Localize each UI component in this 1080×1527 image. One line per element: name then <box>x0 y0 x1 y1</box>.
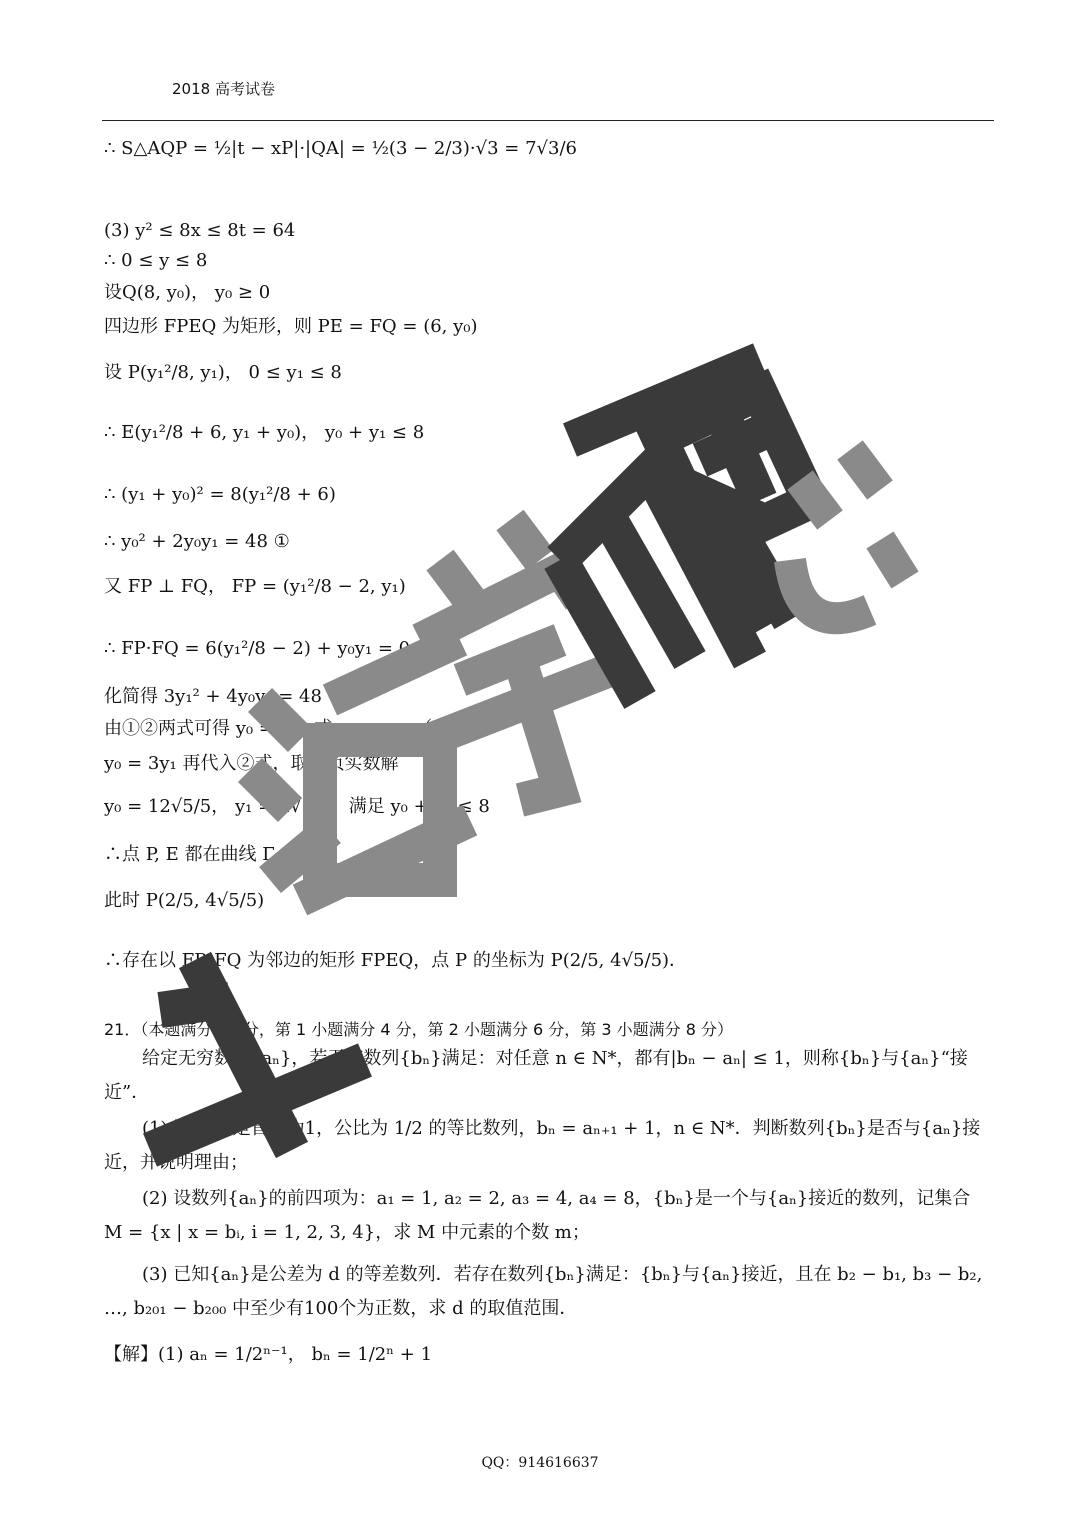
line-10: 又 FP ⊥ FQ， FP = (y₁²/8 − 2, y₁) <box>104 576 406 597</box>
line-17: 此时 P(2/5, 4√5/5) <box>104 890 265 911</box>
question-21-part3: (3) 已知{aₙ}是公差为 d 的等差数列．若存在数列{bₙ}满足：{bₙ}与{aₙ}接近，且在 b₂ − b₁, b₃ − b₂, …, b₂₀₁ − b₂₀₀ 中至少有100个为正数，求 d 的取值范围． <box>104 1264 983 1320</box>
watermark-char-xue <box>420 520 610 800</box>
page-footer: QQ：914616637 <box>481 1455 599 1471</box>
line-7: ∴ E(y₁²/8 + 6, y₁ + y₀)， y₀ + y₁ ≤ 8 <box>104 422 425 443</box>
question-21-intro: 给定无穷数列{aₙ}，若无穷数列{bₙ}满足：对任意 n ∈ N*，都有|bₙ − aₙ| ≤ 1，则称{bₙ}与{aₙ}“接近”． <box>104 1048 968 1104</box>
page-header: 2018 高考试卷 <box>172 80 275 98</box>
line-14: y₀ = 3y₁ 再代入②式，取非负实数解 <box>104 753 399 774</box>
question-21-title: 21．（本题满分 18 分，第 1 小题满分 4 分，第 2 小题满分 6 分，第 3 小题满分 8 分） <box>104 1020 734 1039</box>
line-2: (3) y² ≤ 8x ≤ 8t = 64 <box>104 220 296 241</box>
header-divider <box>102 120 994 121</box>
line-8: ∴ (y₁ + y₀)² = 8(y₁²/8 + 6) <box>104 484 336 505</box>
question-21-part2: (2) 设数列{aₙ}的前四项为：a₁ = 1, a₂ = 2, a₃ = 4, a₄ = 8，{bₙ}是一个与{aₙ}接近的数列，记集合 M = {x | x = bᵢ, i = 1, 2, 3, 4}，求 M 中元素的个数 m； <box>104 1188 971 1244</box>
line-4: 设Q(8, y₀)， y₀ ≥ 0 <box>104 282 271 303</box>
line-9: ∴ y₀² + 2y₀y₁ = 48 ① <box>104 531 290 552</box>
line-18: ∴存在以 FP, FQ 为邻边的矩形 FPEQ，点 P 的坐标为 P(2/5, 4√5/5)． <box>104 950 688 971</box>
line-1: ∴ S△AQP = ½|t − xP|·|QA| = ½(3 − 2/3)·√3 = 7√3/6 <box>104 138 577 159</box>
question-21-part1: (1) 设{aₙ}是首项为1，公比为 1/2 的等比数列，bₙ = aₙ₊₁ + 1，n ∈ N*．判断数列{bₙ}是否与{aₙ}接近，并说明理由； <box>104 1118 981 1174</box>
line-13: 由①②两式可得 y₀ = 3y₁ 或 y₀ = −y₁（舍） <box>104 718 469 739</box>
watermark-char-si <box>660 392 810 547</box>
line-6: 设 P(y₁²/8, y₁)， 0 ≤ y₁ ≤ 8 <box>104 362 342 383</box>
line-12: 化简得 3y₁² + 4y₀y₁ = 48 ② <box>104 686 344 707</box>
watermark-char-er <box>560 360 790 700</box>
line-5: 四边形 FPEQ 为矩形，则 PE = FQ = (6, y₀) <box>104 316 478 337</box>
line-3: ∴ 0 ≤ y ≤ 8 <box>104 250 208 271</box>
line-11: ∴ FP·FQ = 6(y₁²/8 − 2) + y₀y₁ = 0 <box>104 638 411 659</box>
line-15: y₀ = 12√5/5， y₁ = 4√5/5，满足 y₀ + y₁ ≤ 8 <box>104 796 490 817</box>
solution-line: 【解】(1) aₙ = 1/2ⁿ⁻¹， bₙ = 1/2ⁿ + 1 <box>104 1344 433 1365</box>
line-16: ∴点 P, E 都在曲线 Γ 上 <box>104 844 299 865</box>
